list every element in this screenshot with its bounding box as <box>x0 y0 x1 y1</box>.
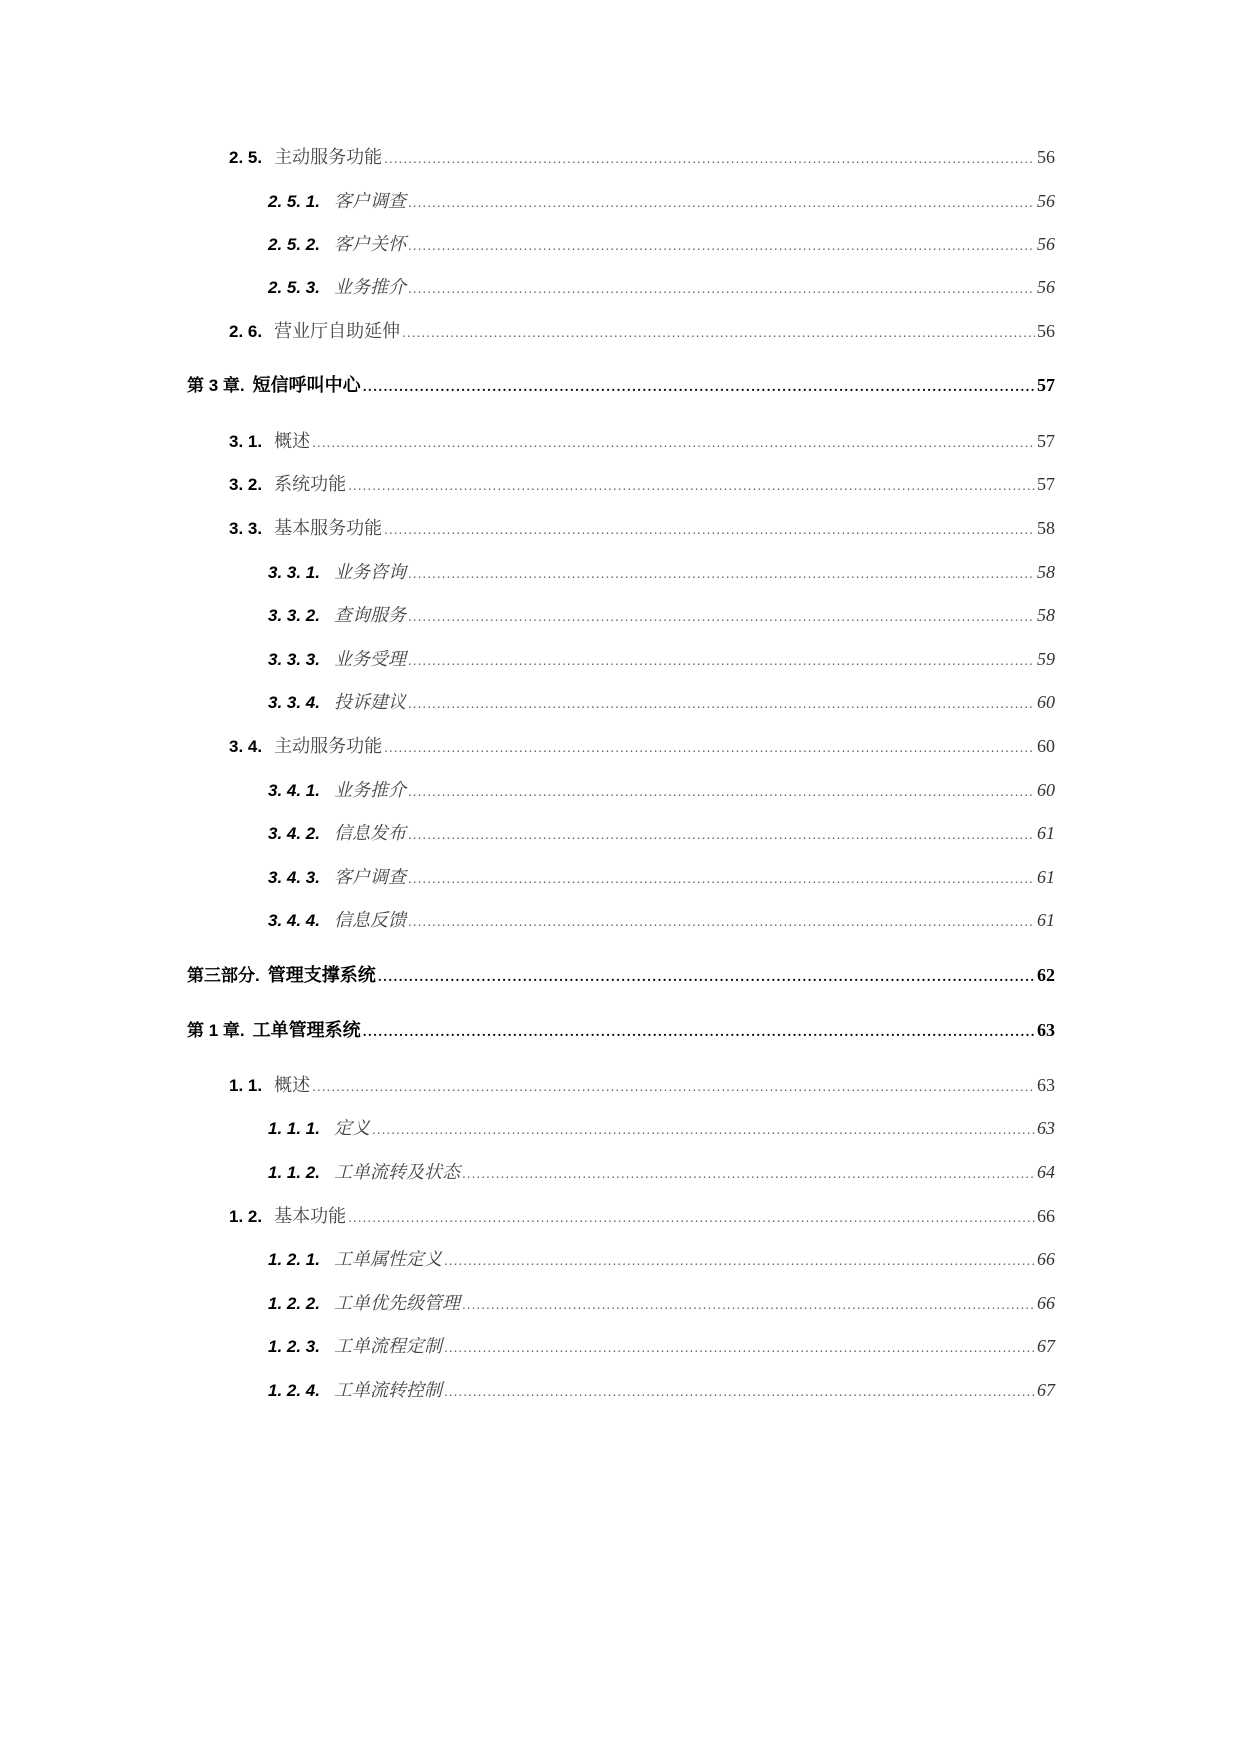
toc-entry-page-number: 56 <box>1037 147 1055 167</box>
toc-entry-page-number: 58 <box>1037 518 1055 538</box>
toc-entry-title: 基本服务功能 <box>274 518 383 539</box>
toc-entry-number: 2. 5. <box>229 148 263 167</box>
toc-dot-leader <box>384 516 1035 544</box>
toc-entry[interactable] <box>268 688 1055 716</box>
toc-dot-leader <box>408 778 1035 806</box>
toc-entry-title: 基本功能 <box>274 1206 347 1227</box>
toc-entry-number: 3. 3. 4. <box>268 693 320 712</box>
toc-dot-leader <box>408 560 1035 588</box>
toc-entry-page-number: 58 <box>1037 562 1055 582</box>
toc-entry-title: 工单属性定义 <box>333 1249 442 1270</box>
toc-entry-title: 业务咨询 <box>333 562 406 583</box>
toc-dot-leader <box>408 232 1035 260</box>
toc-entry-page-number: 60 <box>1037 736 1055 756</box>
toc-dot-leader <box>408 603 1035 631</box>
toc-entry[interactable] <box>229 470 1055 498</box>
toc-entry-number: 3. 4. 3. <box>268 868 320 887</box>
toc-entry-page-number: 60 <box>1037 780 1055 800</box>
toc-entry-number: 3. 4. 2. <box>268 824 320 843</box>
toc-entry-number: 1. 2. 3. <box>268 1337 320 1356</box>
toc-dot-leader <box>363 1018 1035 1046</box>
toc-entry-number: 1. 2. 4. <box>268 1381 320 1400</box>
toc-entry[interactable] <box>187 1016 1055 1044</box>
toc-entry-title: 客户调查 <box>333 867 406 888</box>
toc-entry-page-number: 56 <box>1037 321 1055 341</box>
toc-entry-page-number: 67 <box>1037 1336 1055 1356</box>
toc-entry[interactable] <box>229 317 1055 345</box>
toc-entry-number: 3. 1. <box>229 432 263 451</box>
toc-entry[interactable] <box>268 1158 1055 1186</box>
toc-entry-number: 第 3 章. <box>187 376 245 395</box>
toc-dot-leader <box>363 373 1035 401</box>
toc-entry[interactable] <box>268 601 1055 629</box>
toc-entry-page-number: 56 <box>1037 277 1055 297</box>
toc-entry-page-number: 57 <box>1037 375 1055 395</box>
toc-dot-leader <box>378 963 1035 991</box>
toc-entry-page-number: 57 <box>1037 431 1055 451</box>
toc-dot-leader <box>444 1247 1035 1275</box>
toc-entry-page-number: 61 <box>1037 910 1055 930</box>
toc-entry[interactable] <box>268 645 1055 673</box>
toc-dot-leader <box>384 145 1035 173</box>
toc-entry-title: 投诉建议 <box>333 692 406 713</box>
toc-dot-leader <box>384 734 1035 762</box>
toc-entry[interactable] <box>229 732 1055 760</box>
toc-dot-leader <box>408 690 1035 718</box>
toc-entry[interactable] <box>229 514 1055 542</box>
toc-dot-leader <box>408 189 1035 217</box>
toc-entry-number: 2. 6. <box>229 322 263 341</box>
toc-entry-number: 1. 2. 2. <box>268 1294 320 1313</box>
toc-entry-number: 3. 2. <box>229 475 263 494</box>
toc-entry-title: 客户调查 <box>333 191 406 212</box>
toc-entry[interactable] <box>268 776 1055 804</box>
toc-entry[interactable] <box>187 371 1055 399</box>
toc-entry-page-number: 58 <box>1037 605 1055 625</box>
toc-entry[interactable] <box>268 1245 1055 1273</box>
toc-entry-page-number: 63 <box>1037 1118 1055 1138</box>
toc-entry-title: 信息发布 <box>333 823 406 844</box>
toc-dot-leader <box>348 472 1035 500</box>
toc-entry-page-number: 63 <box>1037 1020 1055 1040</box>
toc-entry-page-number: 64 <box>1037 1162 1055 1182</box>
toc-entry[interactable] <box>268 1114 1055 1142</box>
toc-entry-page-number: 62 <box>1037 965 1055 985</box>
toc-dot-leader <box>462 1291 1035 1319</box>
toc-entry[interactable] <box>268 1332 1055 1360</box>
toc-entry[interactable] <box>187 961 1055 989</box>
toc-entry[interactable] <box>268 273 1055 301</box>
toc-entry-title: 短信呼叫中心 <box>252 375 361 396</box>
toc-entry-number: 3. 4. 1. <box>268 781 320 800</box>
toc-entry-number: 1. 2. <box>229 1207 263 1226</box>
toc-dot-leader <box>372 1116 1035 1144</box>
toc-entry-number: 2. 5. 1. <box>268 192 320 211</box>
toc-entry[interactable] <box>229 1202 1055 1230</box>
toc-entry[interactable] <box>268 819 1055 847</box>
toc-entry-title: 概述 <box>274 431 311 452</box>
toc-entry-page-number: 61 <box>1037 823 1055 843</box>
toc-entry-page-number: 59 <box>1037 649 1055 669</box>
toc-entry-number: 3. 4. <box>229 737 263 756</box>
toc-entry-title: 定义 <box>333 1118 370 1139</box>
toc-dot-leader <box>408 865 1035 893</box>
toc-dot-leader <box>408 821 1035 849</box>
toc-entry-title: 工单流程定制 <box>333 1336 442 1357</box>
toc-dot-leader <box>402 319 1035 347</box>
toc-entry-title: 概述 <box>274 1075 311 1096</box>
toc-entry-title: 业务受理 <box>333 649 406 670</box>
toc-entry-number: 2. 5. 2. <box>268 235 320 254</box>
toc-entry-number: 1. 1. 1. <box>268 1119 320 1138</box>
toc-entry-page-number: 56 <box>1037 234 1055 254</box>
toc-entry[interactable] <box>268 558 1055 586</box>
toc-entry-title: 管理支撑系统 <box>267 965 376 986</box>
toc-dot-leader <box>408 647 1035 675</box>
toc-entry-number: 2. 5. 3. <box>268 278 320 297</box>
toc-dot-leader <box>312 1073 1035 1101</box>
toc-entry-title: 客户关怀 <box>333 234 406 255</box>
toc-entry-number: 第 1 章. <box>187 1021 245 1040</box>
toc-entry-page-number: 61 <box>1037 867 1055 887</box>
toc-entry-number: 3. 3. 1. <box>268 563 320 582</box>
toc-dot-leader <box>408 275 1035 303</box>
toc-entry-title: 主动服务功能 <box>274 147 383 168</box>
toc-entry[interactable] <box>268 187 1055 215</box>
toc-entry-number: 3. 3. 3. <box>268 650 320 669</box>
toc-dot-leader <box>444 1378 1035 1406</box>
toc-entry-number: 1. 1. 2. <box>268 1163 320 1182</box>
toc-dot-leader <box>312 429 1035 457</box>
toc-entry[interactable] <box>268 1289 1055 1317</box>
toc-entry-page-number: 66 <box>1037 1206 1055 1226</box>
toc-entry[interactable] <box>268 863 1055 891</box>
toc-entry-title: 业务推介 <box>333 780 406 801</box>
toc-dot-leader <box>444 1334 1035 1362</box>
toc-entry-title: 工单流转及状态 <box>333 1162 460 1183</box>
toc-entry[interactable] <box>229 143 1055 171</box>
toc-entry-number: 3. 4. 4. <box>268 911 320 930</box>
toc-entry[interactable] <box>268 230 1055 258</box>
toc-entry-page-number: 56 <box>1037 191 1055 211</box>
toc-entry-page-number: 66 <box>1037 1249 1055 1269</box>
toc-entry-title: 系统功能 <box>274 474 347 495</box>
toc-entry-number: 3. 3. 2. <box>268 606 320 625</box>
toc-entry-page-number: 60 <box>1037 692 1055 712</box>
toc-entry-page-number: 66 <box>1037 1293 1055 1313</box>
toc-entry-title: 工单流转控制 <box>333 1380 442 1401</box>
toc-entry-page-number: 57 <box>1037 474 1055 494</box>
toc-entry[interactable] <box>229 1071 1055 1099</box>
toc-entry-title: 查询服务 <box>333 605 406 626</box>
toc-entry-number: 1. 2. 1. <box>268 1250 320 1269</box>
toc-dot-leader <box>408 908 1035 936</box>
toc-entry-title: 营业厅自助延伸 <box>274 321 401 342</box>
toc-entry-title: 信息反馈 <box>333 910 406 931</box>
toc-entry-number: 3. 3. <box>229 519 263 538</box>
toc-entry-title: 业务推介 <box>333 277 406 298</box>
toc-entry-title: 主动服务功能 <box>274 736 383 757</box>
toc-dot-leader <box>348 1204 1035 1232</box>
toc-entry[interactable] <box>268 1376 1055 1404</box>
toc-entry-page-number: 63 <box>1037 1075 1055 1095</box>
toc-entry[interactable] <box>229 427 1055 455</box>
toc-entry-title: 工单管理系统 <box>252 1020 361 1041</box>
toc-entry-number: 1. 1. <box>229 1076 263 1095</box>
toc-dot-leader <box>462 1160 1035 1188</box>
toc-entry-page-number: 67 <box>1037 1380 1055 1400</box>
toc-entry-title: 工单优先级管理 <box>333 1293 460 1314</box>
toc-entry[interactable] <box>268 906 1055 934</box>
toc-entry-number: 第三部分. <box>187 966 260 985</box>
